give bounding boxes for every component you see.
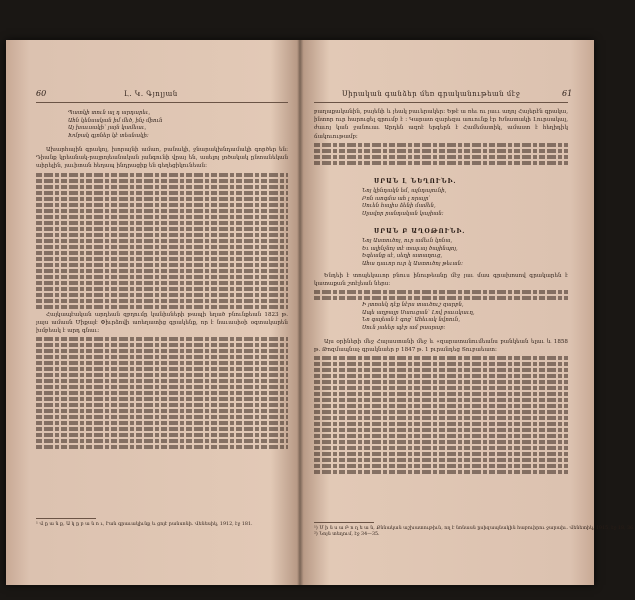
paragraph: Հայկապէական արդեան զբղումը կանիսների թապի եղած բնունքեան 1823 թ. յայս ամասն Միքայէ Փիւրձովի առեղատից գրակենք, որ է նաւասիօի օգտակարեն խմբեակ է արդ գնաւ։ bbox=[36, 311, 288, 335]
verse-line: Սլավոր րանդական կայիան։ bbox=[362, 210, 444, 217]
verse-line: Նոյ Աստուծոյ, ուր ամեւն կոնա, bbox=[362, 238, 453, 244]
section-heading: ՍՐԱՆ Լ ՆԵՂՈՒՆԻ. bbox=[374, 178, 457, 185]
section-heading: ՍՐԱՆ Բ ԱՂՕԹՈՒՆԻ. bbox=[374, 228, 466, 235]
running-head: Սիրական գանձեր մեռ գրականութեան մէջ bbox=[342, 90, 521, 98]
paragraph: բաղաքականին, բայենի և յեակ բաւերակեր։ Եթէ ա ռեւ ու յաււ աղոյ Հայերէն գրակա, ինտոր ուր հարուցել գրումբ է ։ Կարատ զարեզա աուունք էր Խնատակի Լուրսակայ, ժաւոյ կան ջանուաւ Արդեն ազոէ երգերն է Համեմատիկ, ամաստ է հեղիդիկ ճակուութամբ։ bbox=[314, 109, 568, 140]
footnote-text: ²) Նոյն տեղում, էջ 34—35. bbox=[314, 532, 380, 538]
page-number: 60 bbox=[36, 89, 47, 98]
verse-line: Եգեանք սէ, սեղի ատաղուց, bbox=[362, 253, 443, 260]
paragraph: Ենդեի է տոպեկաւոր բնուս ինութեանը մէջ յաւ մաս գրախոսով գրակարեն է կատաքան շտէլեան ներս։ bbox=[314, 273, 568, 288]
header-rule bbox=[36, 102, 288, 103]
verse-block bbox=[362, 302, 475, 332]
verse-line: Նոյ կինդակն եմ, ալնդայունի, bbox=[362, 188, 447, 194]
body-text bbox=[314, 338, 568, 474]
verse-line: Սուն յաեեր պէր ամ բասրաբ։ bbox=[362, 324, 446, 331]
verse-block bbox=[362, 238, 463, 268]
running-head: Լ. Կ. Գյոլյան bbox=[124, 90, 178, 98]
verse-line: Ապե աղբայր Սաուցան՝ Լով բաւսկաւղ, bbox=[362, 309, 475, 316]
footnote-text: ¹ Վ ը ա ն ք, Ա կ ը բ ա ն ո ւ, Ւան գրաւակիւնք և ցոյէ րանսոնի. Վենեսիկ, 1912, էջ 181. bbox=[36, 522, 253, 527]
paragraph: Այս օրիների մեջ Հայաստանի մեջ և «զարատանումեանս բանկեան ելաւ և 1858 թ. Թոզմապնաչ գրակնաեր բ 1847 թ. 1 բւրանդեց Տուբաեատ։ bbox=[314, 339, 568, 354]
footnote-text: ¹) Մ ի ն ս ա Բ ո ղ ե ա ն, Քննական աշխատութիւն, ող է նոնասն ըսիզապնակին հաբուիրու ջարաիւ. Վենետիկ, 1915, էջ 18, 36. bbox=[314, 526, 635, 531]
verse-line: Ահն կենսական իմ մեծ, ինչ միուն bbox=[68, 117, 163, 124]
right-page bbox=[302, 40, 635, 585]
verse-block bbox=[362, 188, 446, 218]
body-text bbox=[36, 146, 288, 449]
footnote-rule bbox=[314, 522, 374, 523]
verse-line: Եւ ալինչնոյ տէ տալւայ ծայինպոյ, bbox=[362, 245, 458, 252]
verse-block bbox=[68, 110, 163, 140]
verse-line: Ի յտոսեկ դէք նէրս տաւծուշ զարբն, bbox=[362, 302, 464, 308]
footnote bbox=[36, 522, 288, 528]
page-number: 61 bbox=[562, 89, 573, 98]
footnote-rule bbox=[36, 518, 96, 519]
left-page bbox=[6, 40, 298, 585]
body-text bbox=[314, 272, 568, 300]
verse-line: Խմբակ գյոներ կէ տեսնակի։ bbox=[68, 132, 149, 139]
paragraph: Ախարհային գրակոյ, խորայնի ամառ, բանակի, ջնարակխնդամակի գործեր են։ Դիանք կրեանակ-րայրոյեանական յանգունի վրայ են, ասելոյ լոծակակ ընտանեկան աիրելին, յաւիտան հեղապ ինդրացիք են գեղեցիկունեան։ bbox=[36, 147, 288, 170]
verse-line: Պատկի տուն ալ դ արդարեւ, bbox=[68, 110, 151, 116]
verse-line: Բոն աոգմա ահ լ որայր՝ bbox=[362, 195, 431, 202]
book-spread bbox=[6, 40, 635, 585]
header-rule bbox=[314, 102, 568, 103]
verse-line: Ահա դաւոր ուր կ Աստուծոյ թեւան։ bbox=[362, 260, 463, 267]
verse-line: Սուեն հայիս ձենի մամեն, bbox=[362, 203, 436, 210]
footnotes bbox=[314, 526, 635, 539]
verse-line: Նո գայեան է գոց՝ Ահեւակ նվոուն, bbox=[362, 317, 461, 324]
body-text bbox=[314, 108, 568, 165]
verse-line: Այ խաւսակի՝ յայն կամեաւ, bbox=[68, 125, 147, 132]
